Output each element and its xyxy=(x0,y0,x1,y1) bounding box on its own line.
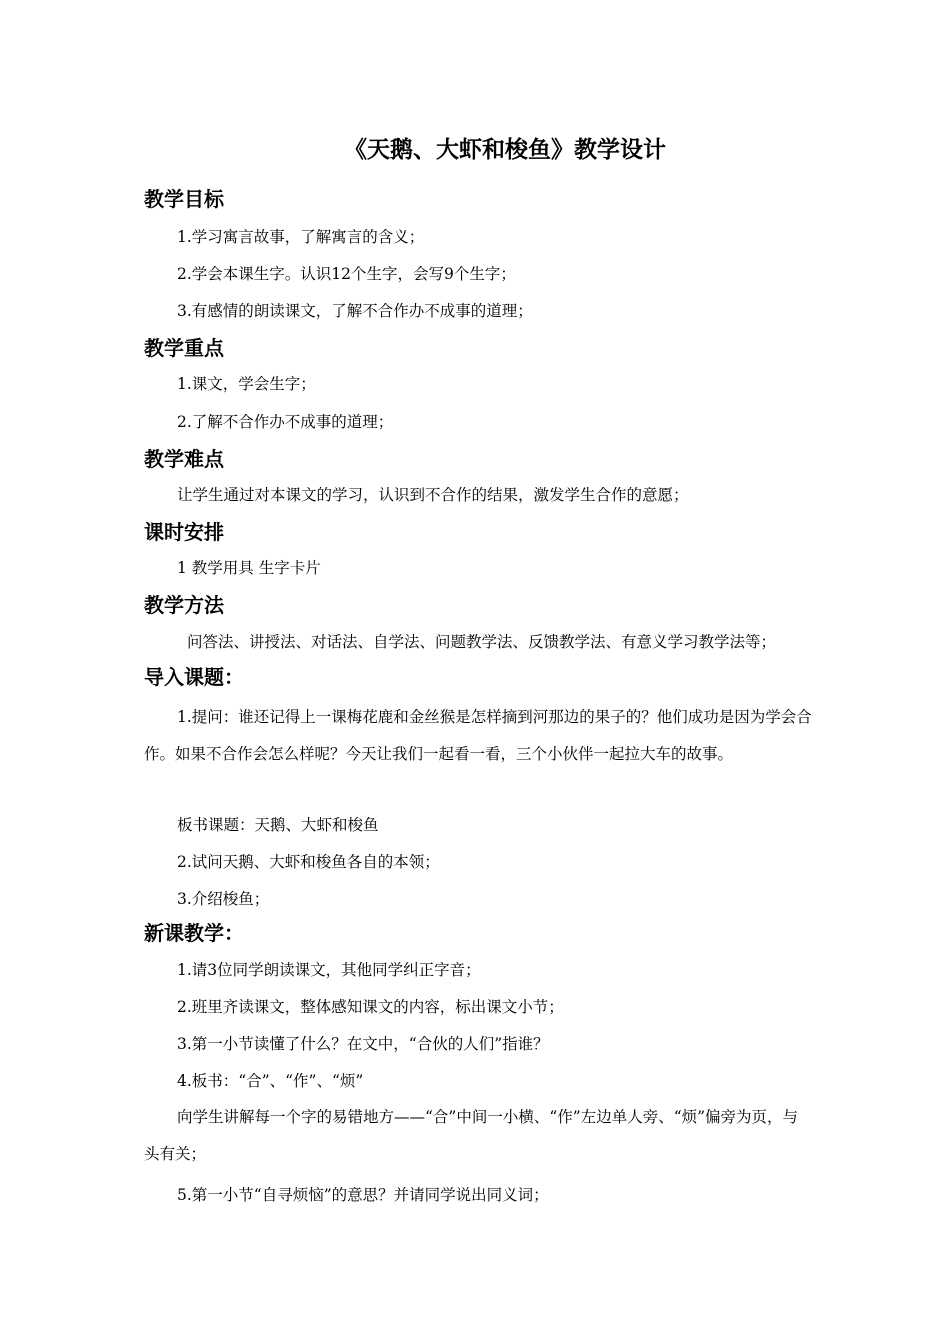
heading-key-points: 教学重点 xyxy=(144,336,224,360)
intro-item-2: 板书课题：天鹅、大虾和梭鱼 xyxy=(177,816,379,834)
new-lesson-item-3: 3.第一小节读懂了什么？在文中，“合伙的人们”指谁？ xyxy=(177,1035,549,1053)
heading-new-lesson: 新课教学： xyxy=(144,921,244,945)
difficulties-item-1: 让学生通过对本课文的学习，认识到不合作的结果，激发学生合作的意愿； xyxy=(177,486,689,504)
goals-item-1: 1.学习寓言故事，了解寓言的含义； xyxy=(177,228,425,246)
document-title: 《天鹅、大虾和梭鱼》教学设计 xyxy=(344,137,666,163)
new-lesson-item-1: 1.请3位同学朗读课文，其他同学纠正字音； xyxy=(177,961,481,979)
goals-item-3: 3.有感情的朗读课文，了解不合作办不成事的道理； xyxy=(177,302,533,320)
new-lesson-item-4: 4.板书：“合”、“作”、“烦” xyxy=(177,1072,364,1090)
intro-item-4: 3.介绍梭鱼； xyxy=(177,890,270,908)
intro-item-1: 1.提问：谁还记得上一课梅花鹿和金丝猴是怎样摘到河那边的果子的？他们成功是因为学会合作。如果不合作会怎么样呢？今天让我们一起看一看，三个小伙伴一起拉大车的故事。 xyxy=(144,708,812,763)
methods-item-1: 问答法、讲授法、对话法、自学法、问题教学法、反馈教学法、有意义学习教学法等； xyxy=(187,633,777,651)
heading-intro: 导入课题： xyxy=(144,665,244,689)
goals-item-2: 2.学会本课生字。认识12个生字，会写9个生字； xyxy=(177,265,516,283)
key-points-item-1: 1.课文，学会生字； xyxy=(177,375,316,393)
heading-schedule: 课时安排 xyxy=(144,520,224,544)
heading-goals: 教学目标 xyxy=(144,187,224,211)
heading-methods: 教学方法 xyxy=(144,593,224,617)
key-points-item-2: 2.了解不合作办不成事的道理； xyxy=(177,413,394,431)
schedule-item-1: 1 教学用具 生字卡片 xyxy=(177,559,321,577)
new-lesson-item-2: 2.班里齐读课文，整体感知课文的内容，标出课文小节； xyxy=(177,998,564,1016)
intro-item-3: 2.试问天鹅、大虾和梭鱼各自的本领； xyxy=(177,853,440,871)
new-lesson-item-5: 向学生讲解每一个字的易错地方——“合”中间一小横、“作”左边单人旁、“烦”偏旁为页，与头有关； xyxy=(144,1108,799,1163)
new-lesson-item-6: 5.第一小节“自寻烦恼”的意思？并请同学说出同义词； xyxy=(177,1186,549,1204)
heading-difficulties: 教学难点 xyxy=(144,447,224,471)
